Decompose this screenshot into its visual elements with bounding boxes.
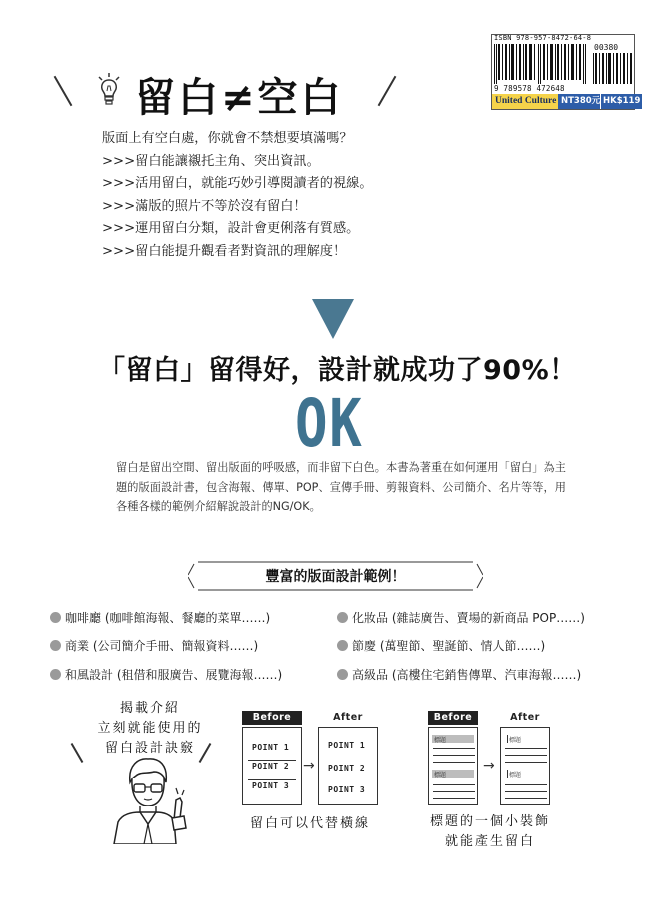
isbn-text: ISBN 978-957-8472-64-8	[494, 34, 592, 42]
ean-digits: 9 789578 472648	[494, 84, 565, 93]
intro-line: >>>運用留白分類，設計會更俐落有質感。	[102, 221, 360, 237]
before-card: 標題 標題	[428, 727, 478, 805]
before-card: POINT 1 POINT 2 POINT 3	[242, 727, 302, 805]
arrow-right-icon: →	[483, 758, 495, 774]
bullet-icon	[50, 640, 61, 651]
barcode-addon: 00380	[594, 43, 619, 52]
arrow-right-icon: →	[303, 758, 315, 774]
intro-line: >>>留白能提升觀看者對資訊的理解度！	[102, 243, 347, 259]
barcode-bars	[494, 44, 588, 84]
intro-line: >>>留白能讓襯托主角、突出資訊。	[102, 153, 320, 169]
intro-list	[102, 128, 373, 264]
after-card: POINT 1 POINT 2 POINT 3	[318, 727, 378, 805]
lightbulb-icon	[96, 72, 122, 106]
divider-line	[248, 779, 296, 780]
after-label: After	[510, 712, 540, 723]
divider-line	[248, 760, 296, 761]
intro-line: >>>滿版的照片不等於沒有留白！	[102, 198, 307, 214]
tips-intro: 揭載介紹 立刻就能使用的 留白設計訣竅	[97, 701, 203, 756]
bullet-icon	[50, 669, 61, 680]
bullet-icon	[337, 669, 348, 680]
page-title: 留白≠空白	[135, 75, 344, 121]
after-card: 標題 標題	[500, 727, 550, 805]
list-item: 高級品 (高樓住宅銷售傳單、汽車海報……)	[337, 660, 585, 689]
price-strip	[492, 94, 641, 109]
publisher-brand: United Culture	[492, 94, 558, 109]
price-hk: HK$119	[600, 94, 642, 109]
price-tw: NT380元	[558, 94, 600, 109]
left-slash-decoration	[54, 76, 73, 106]
demo1-caption: 留白可以代替橫線	[249, 816, 370, 831]
intro-line: >>>活用留白，就能巧妙引導閱讀者的視線。	[102, 176, 373, 192]
list-item: 化妝品 (雜誌廣告、賣場的新商品 POP……)	[337, 603, 585, 632]
list-item: 節慶 (萬聖節、聖誕節、情人節……)	[337, 632, 585, 661]
intro-line: 版面上有空白處，你就會不禁想要填滿嗎？	[102, 131, 353, 146]
list-item: 咖啡廳 (咖啡館海報、餐廳的菜單……)	[50, 603, 282, 632]
list-item: 和風設計 (租借和服廣告、展覽海報……)	[50, 660, 282, 689]
demo2-caption: 標題的一個小裝飾 就能產生留白	[429, 814, 550, 849]
after-label: After	[333, 712, 363, 723]
presenter-illustration	[104, 752, 194, 844]
bullet-icon	[50, 612, 61, 623]
before-label: Before	[428, 711, 478, 725]
examples-right-list	[337, 603, 585, 689]
list-item: 商業 (公司簡介手冊、簡報資料……)	[50, 632, 282, 661]
ok-mark: OK	[295, 385, 364, 462]
description-paragraph: 留白是留出空間、留出版面的呼吸感，而非留下白色。本書為著重在如何運用「留白」為主題的版面設計書，包含海報、傳單、POP、宣傳手冊、剪報資料、公司簡介、名片等等，用各種各樣的範例介紹解說設計的NG/OK。	[116, 461, 566, 513]
barcode-addon-bars	[593, 53, 633, 84]
examples-title: 豐富的版面設計範例！	[265, 569, 406, 585]
bullet-icon	[337, 640, 348, 651]
right-slash-decoration	[378, 76, 397, 106]
before-label: Before	[242, 711, 302, 725]
down-triangle-icon	[312, 299, 354, 339]
headline-quote: 「留白」留得好，設計就成功了90%！	[98, 355, 577, 386]
examples-left-list	[50, 603, 282, 689]
bullet-icon	[337, 612, 348, 623]
